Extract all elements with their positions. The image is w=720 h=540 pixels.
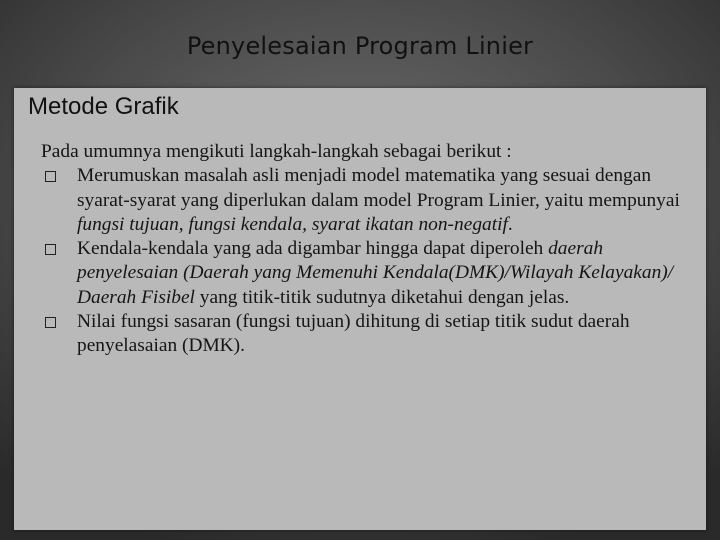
hollow-square-bullet-icon	[45, 244, 56, 255]
item-text: Kendala-kendala yang ada digambar hingga dapat diperoleh	[77, 238, 549, 260]
intro-text: Pada umumnya mengikuti langkah-langkah sebagai berikut :	[41, 141, 512, 162]
list-item	[41, 237, 701, 310]
subtitle: Metode Grafik	[28, 93, 179, 120]
item-italic-text: fungsi tujuan, fungsi kendala, syarat ikatan non-negatif	[77, 213, 508, 235]
bullet-list	[41, 164, 701, 358]
hollow-square-bullet-icon	[45, 317, 56, 328]
item-text-end: .	[507, 213, 513, 235]
hollow-square-bullet-icon	[45, 171, 56, 182]
list-item	[41, 310, 701, 359]
title-text: Penyelesaian Program Linier	[186, 32, 534, 60]
content-body	[41, 140, 701, 359]
item-text: Nilai fungsi sasaran (fungsi tujuan) dihitung di setiap titik sudut daerah penyelasaian (DMK).	[77, 311, 630, 357]
item-text: Merumuskan masalah asli menjadi model matematika yang sesuai dengan syarat-syarat yang diperlukan dalam model Program Linier, yaitu mempunyai	[77, 165, 680, 211]
content-panel	[14, 88, 706, 530]
item-text-end: yang titik-titik sudutnya diketahui dengan jelas.	[194, 286, 570, 308]
slide-title	[0, 0, 720, 90]
item-italic-text: daerah penyelesaian (Daerah yang Memenuhi Kendala(DMK)/Wilayah Kelayakan)/ Daerah Fisibel	[77, 238, 674, 308]
list-item	[41, 164, 701, 237]
